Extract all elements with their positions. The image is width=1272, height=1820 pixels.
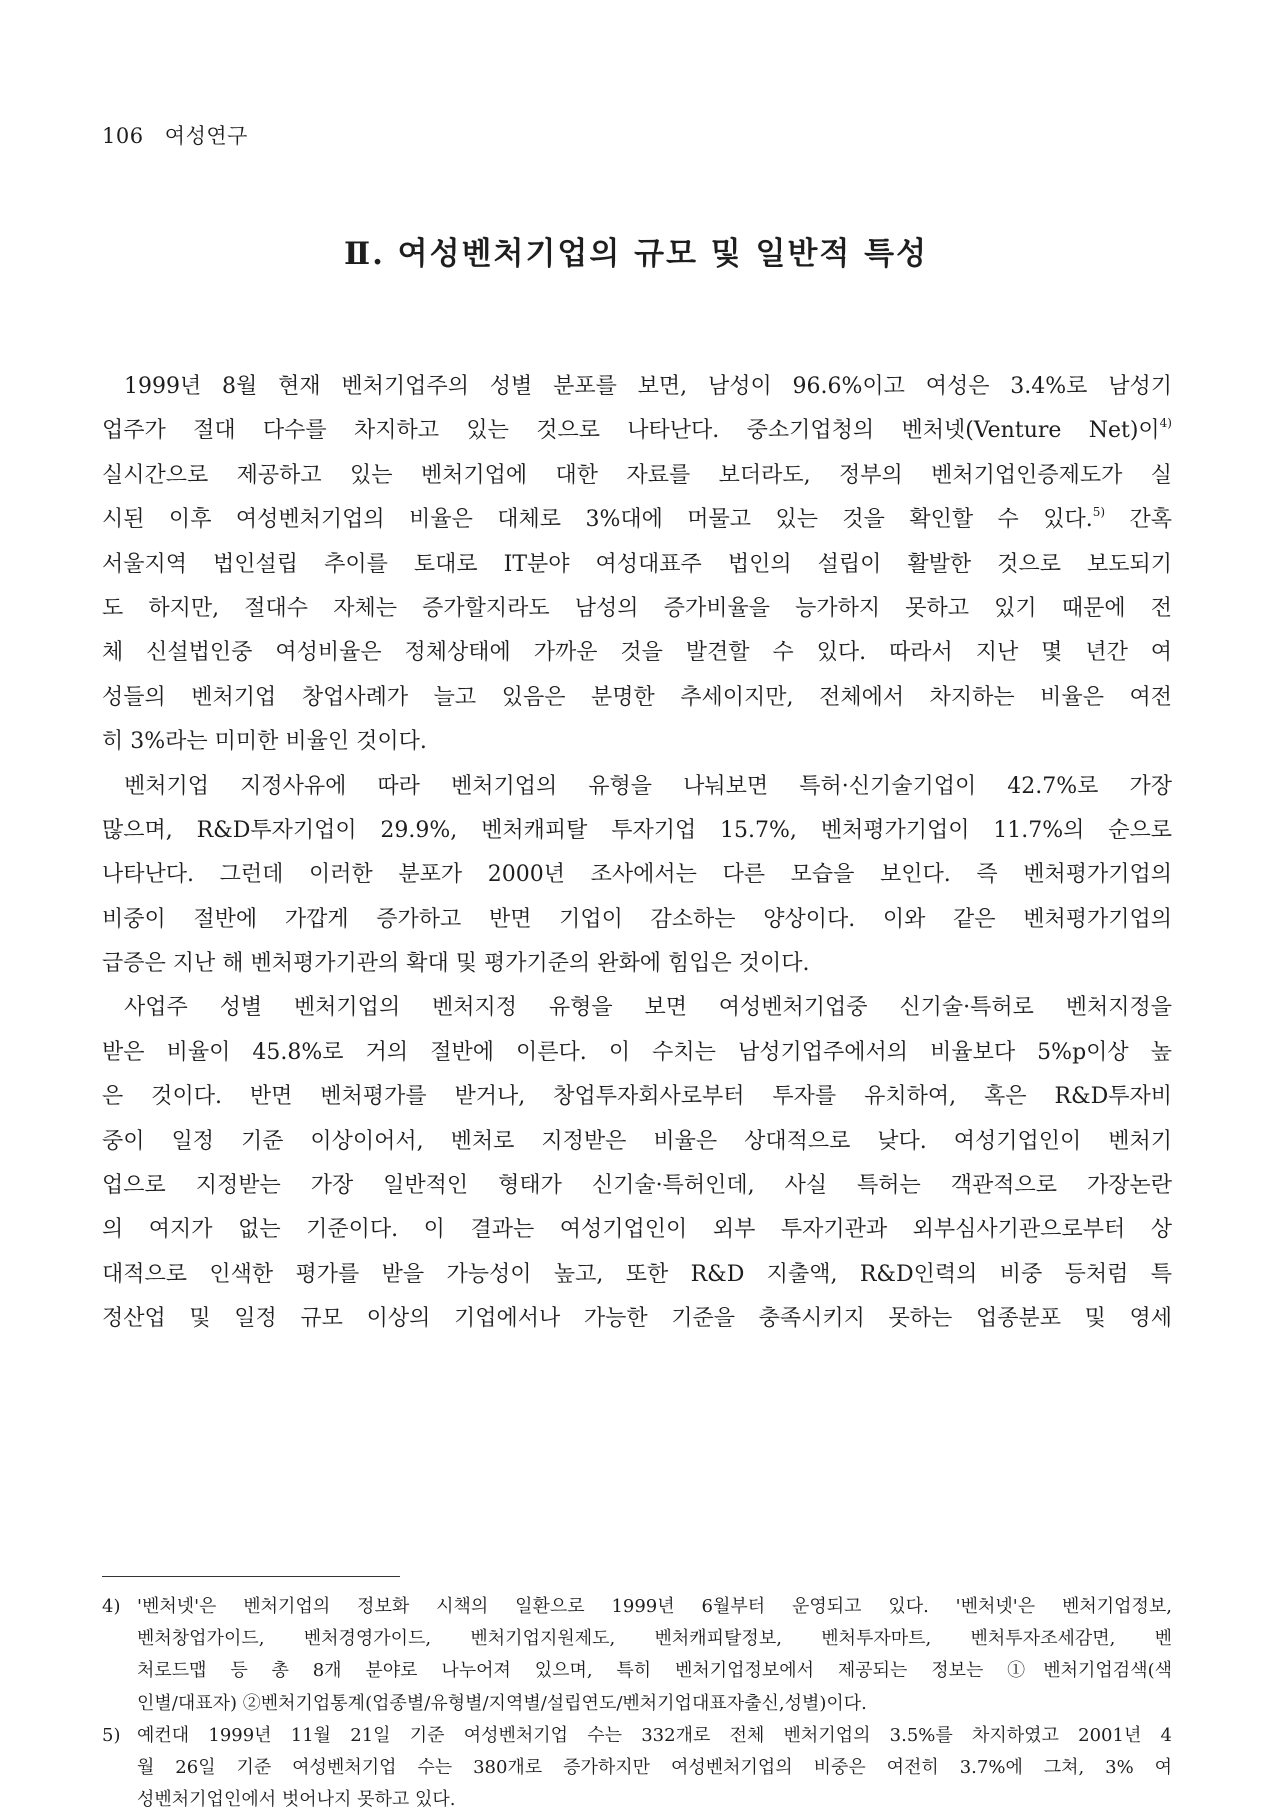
text-line: 업주가 절대 다수를 차지하고 있는 것으로 나타난다. 중소기업청의 벤처넷(Venture Net)이$^{4)}$ <box>102 416 1172 444</box>
footnote-text: '벤처넷'은 벤처기업의 정보화 시책의 일환으로 1999년 6월부터 운영되고 있다. '벤처넷'은 벤처기업정보, <box>137 1596 1172 1617</box>
text-line: 비중이 절반에 가깝게 증가하고 반면 기업이 감소하는 양상이다. 이와 같은 벤처평가기업의 <box>102 906 1172 932</box>
footnote-line <box>102 1724 1172 1756</box>
footnote-line: 월 26일 기준 여성벤처기업 수는 380개로 증가하지만 여성벤처기업의 비중은 여전히 3.7%에 그쳐, 3% 여 <box>137 1756 1172 1778</box>
footnote-line <box>102 1595 1172 1627</box>
text-line: 정산업 및 일정 규모 이상의 기업에서나 가능한 기준을 충족시키지 못하는 업종분포 및 영세 <box>102 1306 1172 1332</box>
paragraph-2 <box>102 772 1172 994</box>
journal-name: 여성연구 <box>164 124 248 148</box>
footnote-5 <box>102 1724 1172 1820</box>
text-line: 성들의 벤처기업 창업사례가 늘고 있음은 분명한 추세이지만, 전체에서 차지하는 비율은 여전 <box>102 684 1172 710</box>
page-number: 106 <box>102 124 144 148</box>
text-line: 대적으로 인색한 평가를 받을 가능성이 높고, 또한 R&D 지출액, R&D인력의 비중 등처럼 특 <box>102 1261 1172 1287</box>
footnote-line: 성벤처기업인에서 벗어나지 못하고 있다. <box>137 1789 456 1811</box>
footnote-text: 예컨대 1999년 11월 21일 기준 여성벤처기업 수는 332개로 전체 벤처기업의 3.5%를 차지하였고 2001년 4 <box>137 1724 1172 1746</box>
text-line: 받은 비율이 45.8%로 거의 절반에 이른다. 이 수치는 남성기업주에서의 비율보다 5%p이상 높 <box>102 1039 1172 1065</box>
text-line: 중이 일정 기준 이상이어서, 벤처로 지정받은 비율은 상대적으로 낮다. 여성기업인이 벤처기 <box>102 1128 1172 1154</box>
text-line-content: 시된 이후 여성벤처기업의 비율은 대체로 3%대에 머물고 있는 것을 확인할 수 있다. <box>102 507 1093 533</box>
footnote-line: 처로드맵 등 총 8개 분야로 나누어져 있으며, 특히 벤처기업정보에서 제공되는 정보는 ①벤처기업검색(색 <box>137 1660 1172 1682</box>
footnotes <box>102 1595 1172 1820</box>
paragraph-1 <box>102 372 1172 772</box>
text-line-tail: 간혹 <box>1105 507 1173 533</box>
text-line: 많으며, R&D투자기업이 29.9%, 벤처캐피탈 투자기업 15.7%, 벤처평가기업이 11.7%의 순으로 <box>102 817 1172 843</box>
paragraph-3 <box>102 993 1172 1348</box>
text-line: 업으로 지정받는 가장 일반적인 형태가 신기술·특허인데, 사실 특허는 객관적으로 가장논란 <box>102 1173 1172 1199</box>
body-text <box>102 372 1172 1349</box>
footnote-4 <box>102 1595 1172 1724</box>
text-line: 1999년 8월 현재 벤처기업주의 성별 분포를 보면, 남성이 96.6%이고 여성은 3.4%로 남성기 <box>124 374 1172 399</box>
footnote-line: 인별/대표자) ②벤처기업통계(업종별/유형별/지역별/설립연도/벤처기업대표자출신,성별)이다. <box>137 1692 867 1714</box>
text-line: 서울지역 법인설립 추이를 토대로 IT분야 여성대표주 법인의 설립이 활발한 것으로 보도되기 <box>102 551 1172 577</box>
running-header <box>102 120 248 150</box>
text-line-content: 실시간으로 제공하고 있는 벤처기업에 대한 자료를 보더라도, 정부의 벤처기업인증제도가 실 <box>102 462 1172 488</box>
footnote-number: 4) <box>102 1596 121 1617</box>
footnote-ref-5[interactable]: 5) <box>1092 505 1106 520</box>
text-line: 사업주 성별 벤처기업의 벤처지정 유형을 보면 여성벤처기업중 신기술·특허로 벤처지정을 <box>124 995 1172 1021</box>
text-line: 급증은 지난 해 벤처평가기관의 확대 및 평가기준의 완화에 힘입은 것이다. <box>102 951 810 977</box>
text-line: 도 하지만, 절대수 자체는 증가할지라도 남성의 증가비율을 능가하지 못하고 있기 때문에 전 <box>102 595 1172 621</box>
text-line: 나타난다. 그런데 이러한 분포가 2000년 조사에서는 다른 모습을 보인다. 즉 벤처평가기업의 <box>102 862 1172 888</box>
text-line <box>102 461 1172 505</box>
text-line: 벤처기업 지정사유에 따라 벤처기업의 유형을 나눠보면 특허·신기술기업이 42.7%로 가장 <box>124 773 1172 799</box>
text-line <box>102 505 1172 549</box>
text-line: 체 신설법인중 여성비율은 정체상태에 가까운 것을 발견할 수 있다. 따라서 지난 몇 년간 여 <box>102 640 1172 666</box>
section-title: Ⅱ. 여성벤처기업의 규모 및 일반적 특성 <box>343 236 929 272</box>
text-line: 은 것이다. 반면 벤처평가를 받거나, 창업투자회사로부터 투자를 유치하여, 혹은 R&D투자비 <box>102 1084 1172 1110</box>
footnote-ref-4[interactable]: 4) <box>1159 416 1172 431</box>
footnote-number: 5) <box>102 1724 121 1746</box>
text-line: 의 여지가 없는 기준이다. 이 결과는 여성기업인이 외부 투자기관과 외부심사기관으로부터 상 <box>102 1217 1172 1243</box>
text-line: 히 3%라는 미미한 비율인 것이다. <box>102 729 427 755</box>
footnote-divider <box>102 1576 400 1577</box>
footnote-line: 벤처창업가이드, 벤처경영가이드, 벤처기업지원제도, 벤처캐피탈정보, 벤처투자마트, 벤처투자조세감면, 벤 <box>137 1628 1172 1650</box>
